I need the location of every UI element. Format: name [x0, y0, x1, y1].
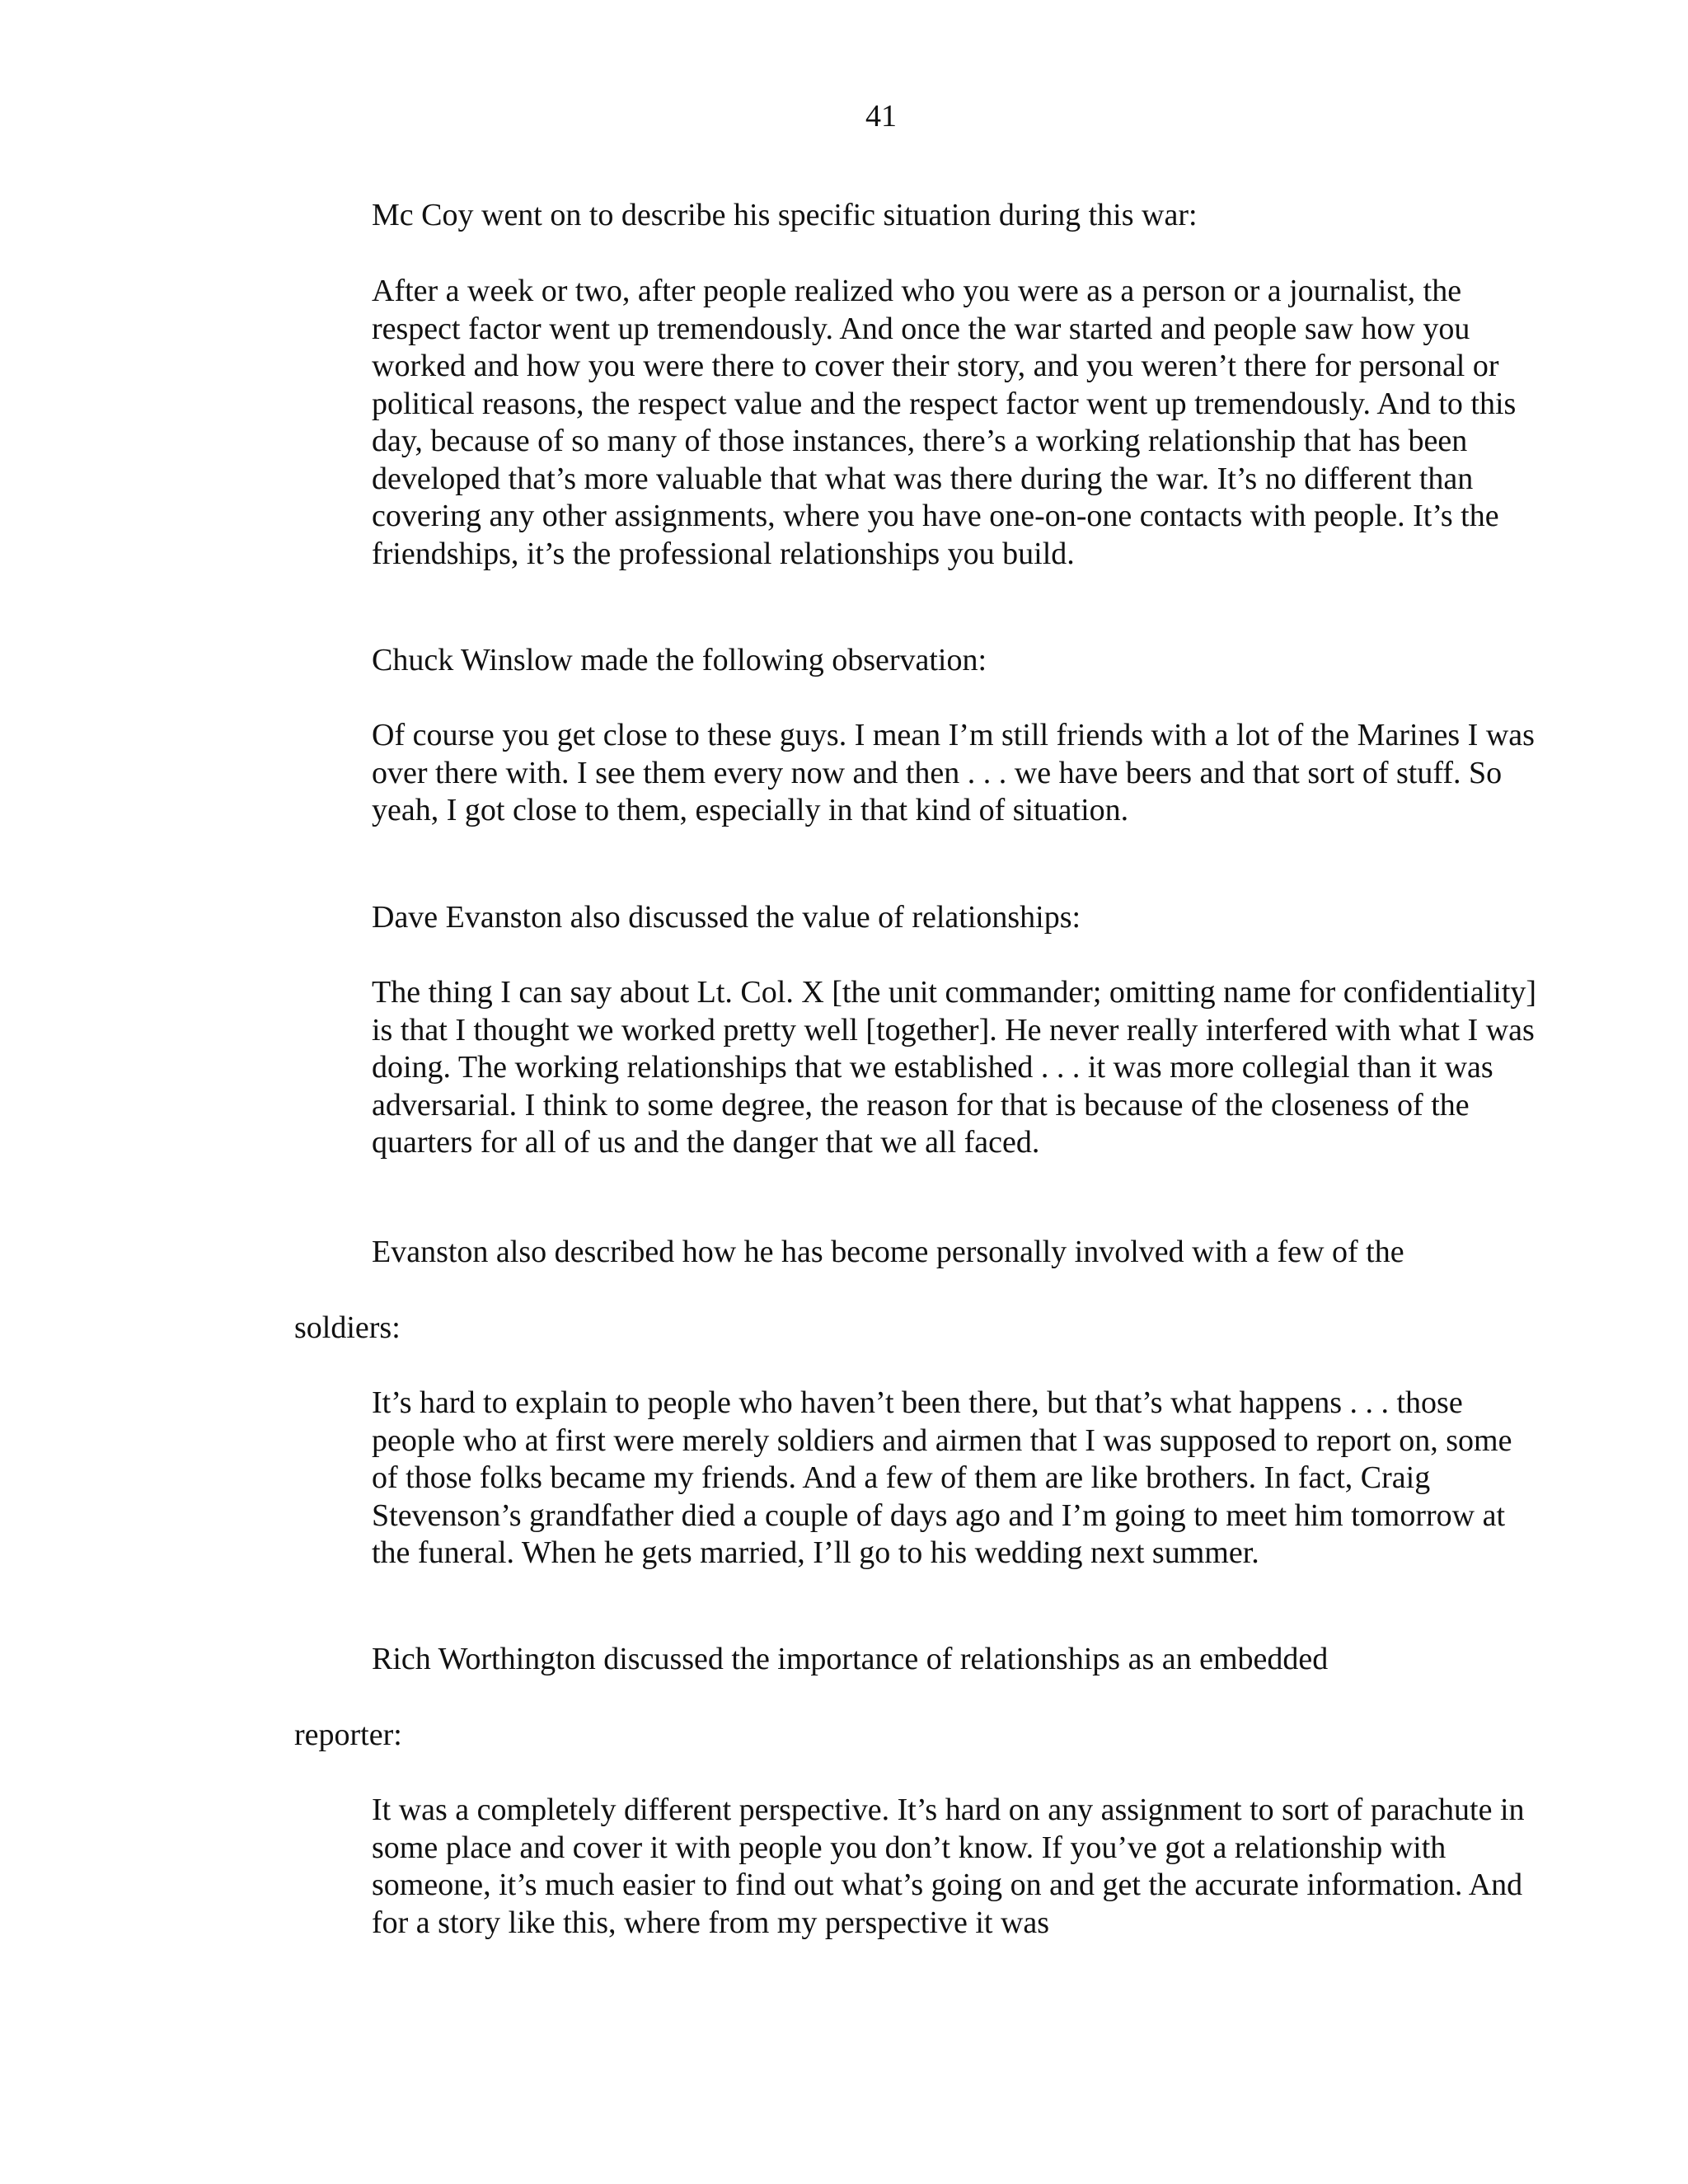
- block-quote-evanston: The thing I can say about Lt. Col. X [the unit commander; omitting name for confidentiality] is that I thought we worked pretty well [together]. He never really interfered with what I was doing. The working relationships that we established . . . it was more collegial than it was adversarial. I think to some degree, the reason for that is because of the closeness of the quarters for all of us and the danger that we all faced.: [372, 975, 1537, 1160]
- block-quote-mccoy: After a week or two, after people realized who you were as a person or a journalist, the respect factor went up tremendously. And once the war started and people saw how you worked and how you were there to cover their story, and you weren’t there for personal or political reasons, the respect value and the respect factor went up tremendously. And to this day, because of so many of those instances, there’s a working relationship that has been developed that’s more valuable that what was there during the war. It’s no different than covering any other assignments, where you have one-on-one contacts with people. It’s the friendships, it’s the professional relationships you build.: [372, 274, 1517, 571]
- paragraph-intro-mccoy: Mc Coy went on to describe his specific situation during this war:: [372, 198, 1198, 232]
- block-quote-evanston-personal: It’s hard to explain to people who haven’t been there, but that’s what happens . . . those people who at first were merely soldiers and airmen that I was supposed to report on, some of those folks became my friends. And a few of them are like brothers. In fact, Craig Stevenson’s grandfather died a couple of days ago and I’m going to meet him tomorrow at the funeral. When he gets married, I’ll go to his wedding next summer.: [372, 1385, 1512, 1570]
- paragraph-intro-worthington: Rich Worthington discussed the importance of relationships as an embedded: [372, 1642, 1329, 1676]
- paragraph-continuation-soldiers: soldiers:: [294, 1310, 401, 1345]
- paragraph-intro-evanston: Dave Evanston also discussed the value of relationships:: [372, 900, 1081, 935]
- page-number: 41: [865, 99, 897, 134]
- paragraph-intro-winslow: Chuck Winslow made the following observation:: [372, 643, 987, 677]
- block-quote-worthington: It was a completely different perspective. It’s hard on any assignment to sort of parachute in some place and cover it with people you don’t know. If you’ve got a relationship with someone, it’s much easier to find out what’s going on and get the accurate information. And for a story like this, where from my perspective it was: [372, 1793, 1525, 1940]
- paragraph-continuation-reporter: reporter:: [294, 1718, 402, 1752]
- block-quote-winslow: Of course you get close to these guys. I mean I’m still friends with a lot of the Marines I was over there with. I see them every now and then . . . we have beers and that sort of stuff. So yeah, I got close to them, especially in that kind of situation.: [372, 718, 1535, 827]
- paragraph-intro-evanston-personal: Evanston also described how he has become personally involved with a few of the: [372, 1235, 1404, 1269]
